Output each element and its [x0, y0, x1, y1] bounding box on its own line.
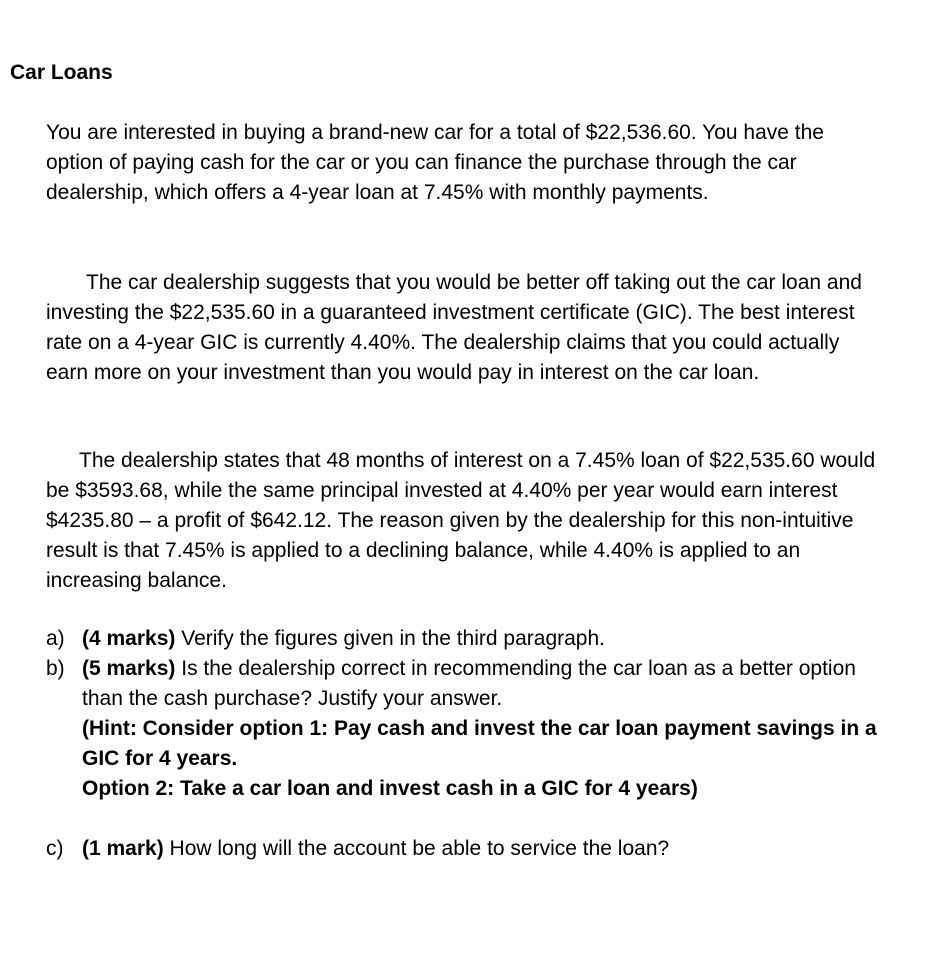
- question-b-letter: b): [46, 657, 65, 680]
- question-a: [46, 624, 886, 654]
- paragraph-dealership-suggestion: The car dealership suggests that you would be better off taking out the car loan and investing the $22,535.60 in a guaranteed investment certificate (GIC). The best interest rate on a 4-year GIC is currently 4.40%. The dealership claims that you could actually earn more on your investment than you would pay in interest on the car loan.: [46, 271, 862, 384]
- question-b-hint-option-2: Option 2: Take a car loan and invest cash in a GIC for 4 years): [82, 777, 698, 800]
- paragraph-intro: You are interested in buying a brand-new car for a total of $22,536.60. You have the option of paying cash for the car or you can finance the purchase through the car dealership, which offers a 4-year loan at 7.45% with monthly payments.: [46, 121, 824, 204]
- question-b-text: Is the dealership correct in recommending the car loan as a better option than the cash purchase? Justify your answer.: [82, 657, 856, 710]
- question-a-text: Verify the figures given in the third paragraph.: [181, 627, 605, 650]
- question-c-letter: c): [46, 837, 64, 860]
- question-c: [46, 834, 886, 864]
- question-a-letter: a): [46, 627, 65, 650]
- page-title: Car Loans: [10, 61, 113, 84]
- question-a-marks: (4 marks): [82, 627, 176, 650]
- question-b-hint-option-1: (Hint: Consider option 1: Pay cash and invest the car loan payment savings in a GIC for 4 years.: [82, 717, 877, 770]
- paragraph-dealership-figures: The dealership states that 48 months of interest on a 7.45% loan of $22,535.60 would be $3593.68, while the same principal invested at 4.40% per year would earn interest $4235.80 – a profit of $642.12. The reason given by the dealership for this non-intuitive result is that 7.45% is applied to a declining balance, while 4.40% is applied to an increasing balance.: [46, 449, 876, 592]
- question-c-marks: (1 mark): [82, 837, 164, 860]
- question-b-marks: (5 marks): [82, 657, 176, 680]
- question-c-text: How long will the account be able to service the loan?: [169, 837, 670, 860]
- question-b: [46, 654, 886, 804]
